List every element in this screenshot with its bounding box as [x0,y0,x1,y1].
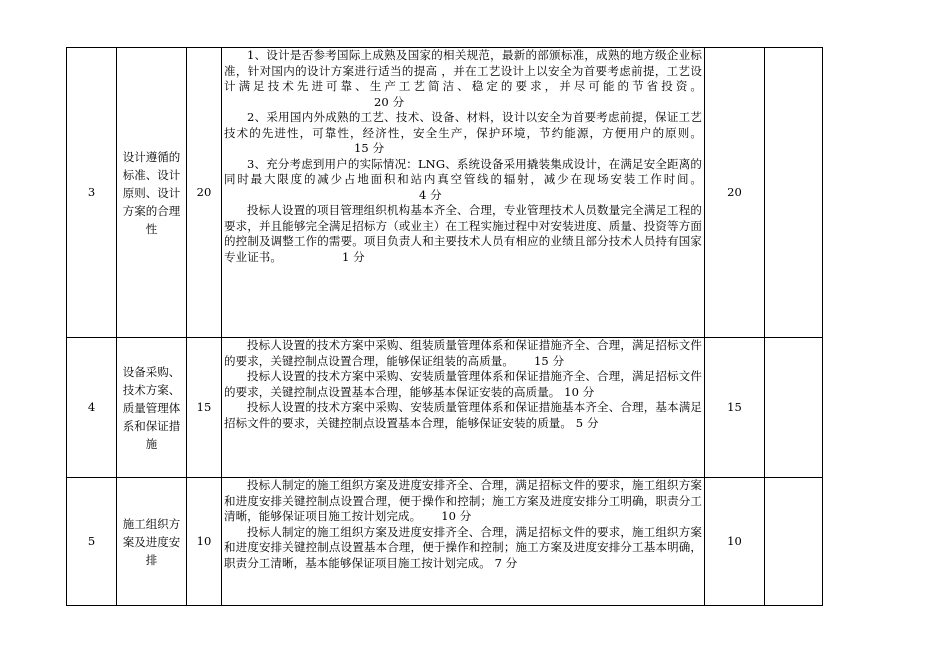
evaluation-item: 设计遵循的标准、设计原则、设计方案的合理性 [117,48,187,338]
scoring-criteria [222,478,705,606]
criteria-paragraph: 投标人设置的技术方案中采购、安装质量管理体系和保证措施基本齐全、合理，基本满足招标文件的要求，关键控制点设置基本合理，能够保证安装的质量。 5 分 [224,400,702,430]
row-number: 3 [67,48,117,338]
criteria-points: 15 分 [534,353,565,368]
row-number: 5 [67,478,117,606]
scoring-criteria [222,338,705,478]
criteria-paragraph: 投标人设置的项目管理组织机构基本齐全、合理，专业管理技术人员数量完全满足工程的要求，并且能够完全满足招标方（或业主）在工程实施过程中对安装进度、质量、投资等方面的控制及调整工作的需要。项目负责人和主要技术人员有相应的业绩且部分技术人员持有国家专业证书。 1 分 [224,203,702,264]
empty-cell [765,48,823,338]
empty-cell [765,338,823,478]
criteria-paragraph: 2、采用国内外成熟的工艺、技术、设备、材料，设计以安全为首要考虑前提，保证工艺技术的先进性，可靠性，经济性，安全生产，保护环境，节约能源，方便用户的原则。15 分 [224,110,702,155]
criteria-paragraph: 投标人设置的技术方案中采购、组装质量管理体系和保证措施齐全、合理，满足招标文件的要求，关键控制点设置合理，能够保证组装的高质量。 15 分 [224,338,702,368]
criteria-paragraph: 1、设计是否参考国际上成熟及国家的相关规范，最新的部颁标准，成熟的地方级企业标准，针对国内的设计方案进行适当的提高 ，并在工艺设计上以安全为首要考虑前提，工艺设计满足技术先进可靠、生产工艺简洁、稳定的要求，并尽可能的节省投资。20 分 [224,48,702,109]
table-row [67,478,823,606]
item-score: 15 [187,338,222,478]
criteria-paragraph: 投标人制定的施工组织方案及进度安排齐全、合理，满足招标文件的要求，施工组织方案和进度安排关键控制点设置基本合理，便于操作和控制；施工方案及进度安排分工基本明确，职责分工清晰，基本能够保证项目施工按计划完成。 7 分 [224,524,702,570]
criteria-paragraph: 投标人制定的施工组织方案及进度安排齐全、合理，满足招标文件的要求，施工组织方案和进度安排关键控制点设置合理，便于操作和控制；施工方案及进度安排分工明确，职责分工清晰，能够保证项目施工按计划完成。 10 分 [224,478,702,523]
scoring-criteria [222,48,705,338]
criteria-points: 7 分 [494,555,518,570]
criteria-paragraph: 投标人设置的技术方案中采购、安装质量管理体系和保证措施齐全、合理，满足招标文件的要求，关键控制点设置基本合理，能够基本保证安装的高质量。 10 分 [224,369,702,399]
criteria-points: 20 分 [374,94,405,109]
criteria-points: 10 分 [441,509,472,523]
max-score: 15 [705,338,765,478]
criteria-points: 4 分 [419,187,442,202]
evaluation-item: 设备采购、技术方案、质量管理体系和保证措施 [117,338,187,478]
item-score: 10 [187,478,222,606]
criteria-paragraph: 3、充分考虑到用户的实际情况：LNG、系统设备采用撬装集成设计，在满足安全距离的同时最大限度的减少占地面积和站内真空管线的辐射，减少在现场安装工作时间。4 分 [224,156,702,202]
scoring-table [66,47,823,606]
max-score: 20 [705,48,765,338]
row-number: 4 [67,338,117,478]
table-row [67,338,823,478]
criteria-points: 15 分 [354,141,385,155]
criteria-points: 1 分 [342,249,365,264]
criteria-points: 10 分 [564,384,595,399]
max-score: 10 [705,478,765,606]
table-row [67,48,823,338]
evaluation-item: 施工组织方案及进度安排 [117,478,187,606]
empty-cell [765,478,823,606]
item-score: 20 [187,48,222,338]
criteria-points: 5 分 [575,415,599,430]
